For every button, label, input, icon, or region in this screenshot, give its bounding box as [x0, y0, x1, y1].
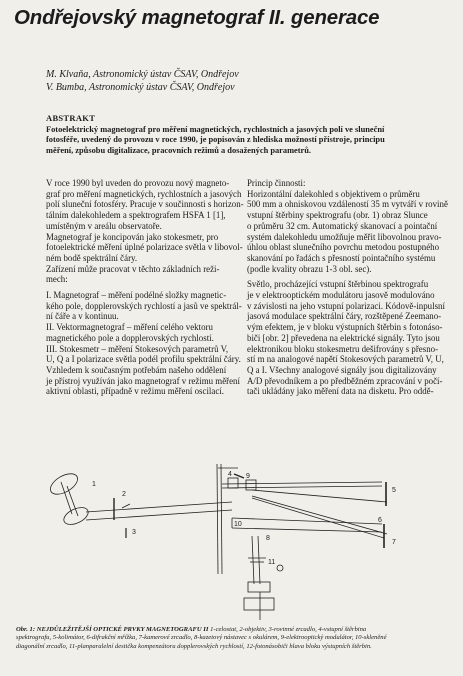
author-line: V. Bumba, Astronomický ústav ČSAV, Ondřejov	[46, 81, 235, 93]
body-line: skanování po řadách s přesností pointačního systému	[247, 252, 436, 263]
caption-line: 1-celostat, 2-objektiv, 3-rovinné zrcadlo, 4-vstupní štěrbina	[208, 626, 367, 633]
figure-label: 2	[122, 491, 126, 498]
body-line: Horizontální dalekohled s objektivem o průměru	[247, 188, 420, 199]
body-line: I. Magnetograf – měření podélné složky magnetic-	[46, 290, 227, 301]
body-column-right	[247, 178, 448, 397]
body-line: je přístroj využíván jako magnetograf v režimu měření	[46, 375, 240, 386]
body-line: mech:	[46, 274, 68, 285]
caption-line: diagonální zrcadlo, 11-planparalelní destička kompenzátoru dopplerovských rychlostí, 12-fotonásobiči hlava bloku výstupních štěrbin.	[16, 642, 372, 650]
body-line: v závislosti na jeho vstupní polarizaci. Kódově-inpulsní	[247, 300, 445, 311]
body-line: polí sluneční fotosféry. Pracuje v součinnosti s horizon-	[46, 199, 244, 210]
collimator-mirror	[234, 474, 244, 478]
abstract-line: Fotoelektrický magnetograf pro měření magnetických, rychlostních a jasových polí ve sluneční	[46, 125, 385, 134]
body-line: III. Stokesmetr – měření Stokesových parametrů V,	[46, 343, 229, 354]
abstract-heading: ABSTRAKT	[46, 113, 96, 123]
figure-label: 5	[392, 487, 396, 494]
article-title: Ondřejovský magnetograf II. generace	[14, 6, 380, 29]
figure-label: 11	[268, 559, 276, 566]
coelostat-mirror-upper	[47, 470, 81, 499]
body-line: biči [obr. 2] převedena na elektrické signály. Tyto jsou	[247, 332, 440, 343]
body-line: (podle kvality obrazu 1-3 obl. sec).	[247, 263, 372, 274]
figure-label: 7	[392, 539, 396, 546]
body-line: Světlo, procházející vstupní štěrbinou spektrografu	[247, 279, 429, 290]
body-line: tači ukládány jako měření data na disketu. Pro oddě-	[247, 386, 434, 397]
body-line: U, Q a I polarizace světla podél profilu spektrální čáry.	[46, 354, 241, 365]
figure-label: 10	[234, 521, 242, 528]
body-line: vstupní štěrbiny spektrografu (obr. 1) obraz Slunce	[247, 210, 428, 221]
figure-label: 8	[266, 535, 270, 542]
entrance-slit	[228, 478, 238, 488]
figure-label: 6	[378, 517, 382, 524]
author-line: M. Klvaňa, Astronomický ústav ČSAV, Ondřejov	[46, 69, 239, 80]
body-line: II. Vektormagnetograf – měření celého vektoru	[46, 322, 213, 333]
figure-label: 1	[92, 481, 96, 488]
body-line: elektronikou bloku stokesmetru dešifrovány s přesno-	[247, 343, 439, 354]
body-line: tálním dalekohledem a spektrografem HSFA 1 [1],	[46, 210, 226, 221]
body-column-left	[46, 178, 244, 397]
modulator	[246, 480, 256, 490]
figure-label: 4	[228, 471, 232, 478]
body-line: Q a I. Všechny analogové signály jsou digitalizovány	[247, 364, 437, 375]
figure-caption	[16, 626, 450, 651]
optical-diagram	[22, 464, 442, 620]
body-line: fotoelektrické měření úplné polarizace světla v libovol-	[46, 242, 243, 253]
body-line: vým efektem, je v bloku výstupních štěrbin s fotonáso-	[247, 322, 443, 333]
body-line: Vzhledem k současným potřebám našeho oddělení	[46, 364, 227, 375]
coelostat-mirror-lower	[61, 504, 90, 528]
exit-slit-block	[248, 582, 270, 592]
body-line: o průměru 32 cm. Automatický skanovací a pointační	[247, 220, 438, 231]
body-line: Zařízení může pracovat v těchto základních reži-	[46, 263, 220, 274]
body-line: úhlou oblast slunečního povrchu metodou postupného	[247, 242, 440, 253]
body-line: umístěným v areálu observatoře.	[46, 220, 162, 231]
body-line: graf pro měření magnetických, rychlostních a jasových	[46, 188, 242, 199]
abstract-line: měření, způsobu digitalizace, pracovních režimů a dosažených parametrů.	[46, 145, 312, 155]
body-line: Princip činnosti:	[247, 178, 306, 188]
body-line: ní čáře a v kontinuu.	[46, 311, 119, 322]
body-line: je v elektrooptickém modulátoru jasově modulováno	[247, 290, 435, 301]
body-line: kého pole, dopplerovských rychlostí a jasů ve spektrál-	[46, 300, 242, 311]
figure-label: 3	[132, 529, 136, 536]
caption-line: spektrografu, 5-kolimátor, 6-difrakční mřížka, 7-kamerové zrcadlo, 8-kazetový nástavec s okulárem, 9-elektrooptický modulátor, 10-skleněné	[16, 634, 387, 642]
body-line: systém dalekohledu umožňuje měřit libovolnou pravo-	[247, 231, 442, 242]
caption-lead: Obr. 1: NEJDŮLEŽITĚJŠÍ OPTICKÉ PRVKY MAGNETOGRAFU II	[16, 626, 209, 633]
body-line: A/D převodníkem a po předběžném zpracování v počí-	[247, 375, 443, 386]
body-line: stí m na analogové napětí Stokesových parametrů V, U,	[247, 354, 444, 365]
body-line: magnetického pole a dopplerovských rychlostí.	[46, 332, 214, 343]
abstract-line: fotosféře, uvedený do provozu v roce 1990, je popisován z hlediska možností přístroje, principu	[46, 135, 385, 145]
abstract-text	[46, 125, 421, 156]
body-line: ném bodě spektrální čáry.	[46, 252, 138, 263]
body-line: Magnetograf je koncipován jako stokesmetr, pro	[46, 231, 219, 242]
body-line: jasová modulace spektrální čáry, rozštěpené Zeemano-	[247, 311, 442, 322]
body-line: aktivní oblasti, případně v režimu měření oscilací.	[46, 386, 224, 397]
body-line: V roce 1990 byl uveden do provozu nový magneto-	[46, 178, 230, 188]
figure-label: 9	[246, 473, 250, 480]
author-list	[46, 69, 446, 94]
body-line: 500 mm a ohniskovou vzdáleností 35 m vytváří v rovině	[247, 199, 448, 210]
